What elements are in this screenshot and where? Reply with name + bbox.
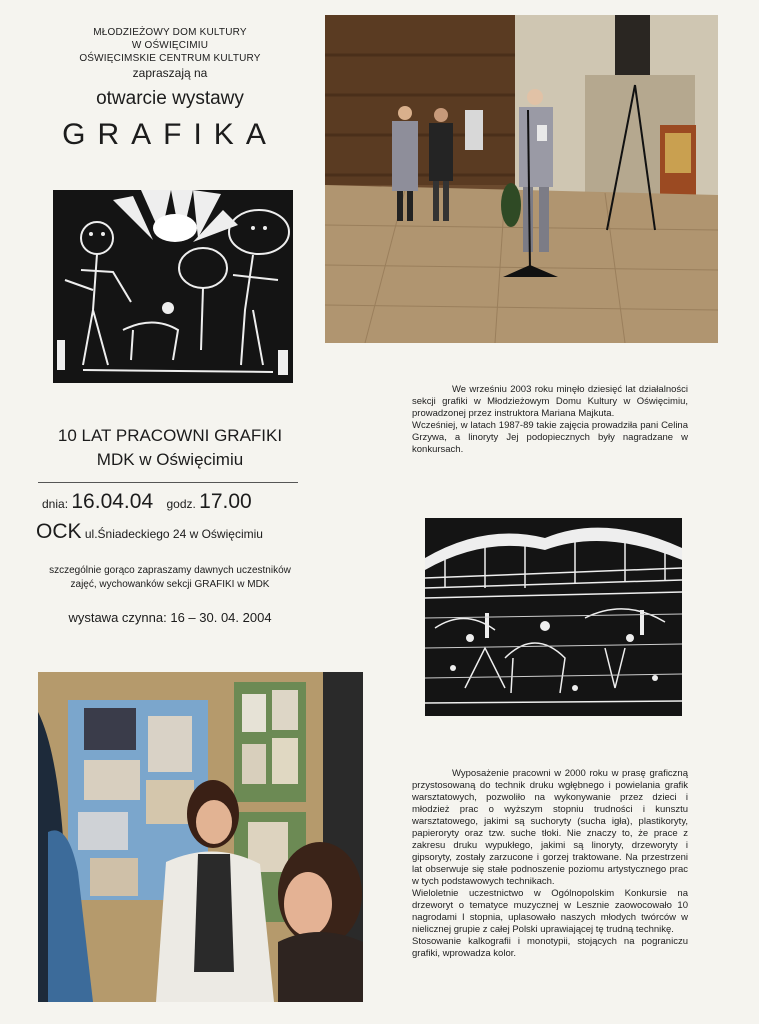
- anniversary-line-2: MDK w Oświęcimiu: [96, 450, 244, 469]
- time-label: godz.: [166, 497, 196, 511]
- article-workshop-paragraph-1: Wyposażenie pracowni w 2000 roku w prasę graficzną przystosowaną do technik druku wgłębnego i powielania grafik warsztatowych, pozwoliło na wykonywanie przez dzieci i młodzież prac o wyższym stopniu trudności i kunsztu warsztatowego, jakimi są suchoryty (sucha igła), plastikoryty, papieroryty oraz tzw. suche tłoki. Nie znaczy to, że prace z zakresu druku wypukłego, jakimi są linoryty, drzeworyty i gipsoryty, zostały zarzucone i gorzej traktowane. Na przestrzeni lat obserwuje się stałe podnoszenie poziomu artystycznego prac w tych podstawowych technikach.: [412, 768, 688, 887]
- venue-line: [36, 520, 263, 544]
- exhibition-dates: [30, 610, 310, 625]
- organizer-line-2: W OŚWIĘCIMIU: [131, 40, 209, 51]
- article-workshop-paragraph-3: Stosowanie kalkografii i monotypii, stojących na pograniczu grafiki, wprowadza kolor.: [412, 936, 688, 959]
- venue-abbr: OCK: [36, 520, 82, 543]
- photo-opening-speech: [325, 15, 718, 343]
- date-value: 16.04.04: [71, 490, 154, 513]
- divider: [38, 482, 298, 483]
- linocut-print-landscape: [425, 518, 682, 716]
- venue-address: ul.Śniadeckiego 24 w Oświęcimiu: [84, 527, 263, 541]
- organizer-line-1: MŁODZIEŻOWY DOM KULTURY: [93, 27, 247, 38]
- event-line: otwarcie wystawy: [96, 88, 244, 109]
- anniversary-heading: [30, 424, 310, 472]
- anniversary-line-1: 10 LAT PRACOWNI GRAFIKI: [57, 426, 283, 445]
- open-label: wystawa czynna:: [68, 610, 167, 625]
- article-intro: [412, 384, 688, 456]
- time-value: 17.00: [199, 490, 252, 513]
- organizer-line-3: OŚWIĘCIMSKIE CENTRUM KULTURY: [79, 53, 261, 64]
- photo-exhibition-visitors: [38, 672, 363, 1002]
- linocut-print-figures: [53, 190, 293, 383]
- invitation-line-1: szczególnie gorąco zapraszamy dawnych uczestników: [49, 565, 291, 576]
- invitation-note: [30, 564, 310, 592]
- date-label: dnia:: [42, 497, 69, 511]
- article-workshop-paragraph-2: Wieloletnie uczestnictwo w Ogólnopolskim Konkursie na drzeworyt o tematyce muzycznej w Lesznie zaowocowało 10 nagrodami I stopnia, uplasowało naszych młodych twórców w nielicznej grupie z całej Polski uprawiającej tę trudną technikę.: [412, 888, 688, 935]
- article-workshop: [412, 768, 688, 960]
- invitation-line-2: zajęć, wychowanków sekcji GRAFIKI w MDK: [70, 579, 270, 590]
- exhibition-title: GRAFIKA: [62, 118, 278, 151]
- invite-line: zapraszają na: [132, 66, 208, 80]
- date-time-line: [42, 490, 252, 514]
- article-intro-paragraph-2: Wcześniej, w latach 1987-89 takie zajęcia prowadziła pani Celina Grzywa, a linoryty Jej podopiecznych były nagradzane w konkursach.: [412, 420, 688, 455]
- organizers: [30, 26, 310, 65]
- article-intro-paragraph-1: We wrześniu 2003 roku minęło dziesięć lat działalności sekcji grafiki w Młodzieżowym Domu Kultury w Oświęcimiu, prowadzonej przez instruktora Mariana Majkuta.: [412, 384, 688, 419]
- open-range: 16 – 30. 04. 2004: [170, 610, 272, 625]
